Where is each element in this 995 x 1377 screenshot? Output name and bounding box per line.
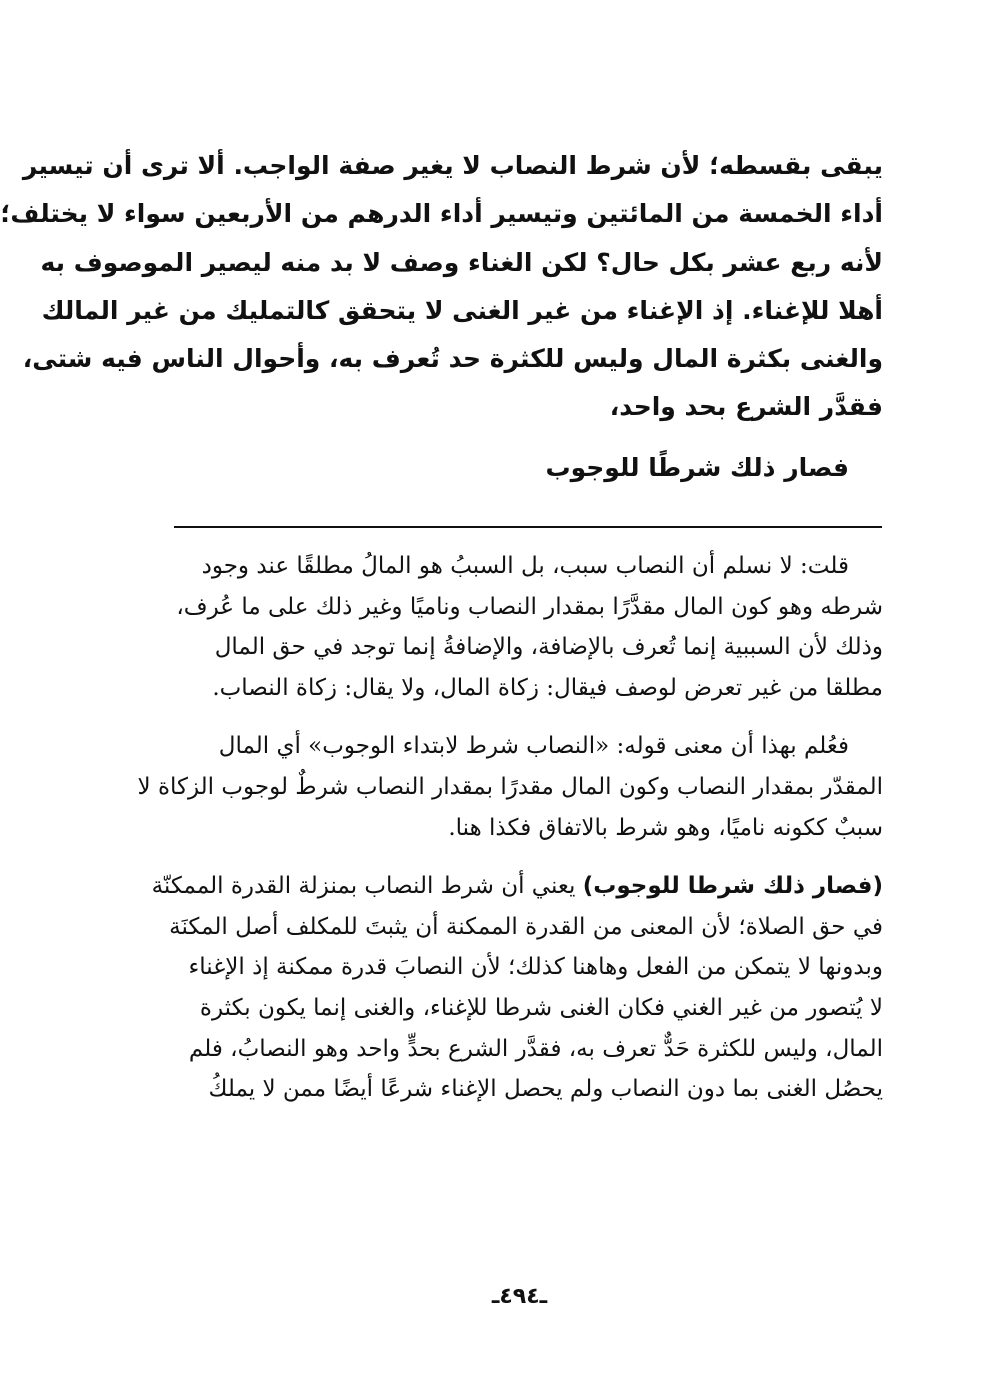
sharh-text <box>137 546 883 1128</box>
page-number: ـ٤٩٤ـ <box>491 1284 548 1309</box>
sharh-paragraph-2 <box>137 726 883 848</box>
matn-line: لأنه ربع عشر بكل حال؟ لكن الغناء وصف لا بد منه ليصير الموصوف به <box>40 247 883 277</box>
sharh-line <box>153 866 883 907</box>
matn-line: أداء الخمسة من المائتين وتيسير أداء الدرهم من الأربعين سواء لا يختلف؛ <box>0 199 883 229</box>
sharh-line: سببٌ ككونه ناميًا، وهو شرط بالاتفاق فكذا هنا. <box>448 814 883 841</box>
sharh-line: لا يُتصور من غير الغني فكان الغنى شرطا للإغناء، والغنى إنما يكون بكثرة <box>199 994 883 1021</box>
matn-text <box>0 142 883 492</box>
sharh-line: قلت: لا نسلم أن النصاب سبب، بل السببُ هو المالُ مطلقًا عند وجود <box>201 553 849 579</box>
matn-line: والغنى بكثرة المال وليس للكثرة حد تُعرف به، وأحوال الناس فيه شتى، <box>22 344 883 374</box>
sharh-line: المال، وليس للكثرة حَدٌّ تعرف به، فقدَّر الشرع بحدٍّ واحد وهو النصابُ، فلم <box>188 1035 883 1062</box>
matn-line: فقدَّر الشرع بحد واحد، <box>609 392 883 422</box>
sharh-paragraph-3 <box>153 866 883 1110</box>
quoted-matn-phrase: (فصار ذلك شرطا للوجوب) <box>582 873 883 900</box>
sharh-paragraph-1 <box>153 546 883 708</box>
matn-line: يبقى بقسطه؛ لأن شرط النصاب لا يغير صفة الواجب. ألا ترى أن تيسير <box>22 151 883 180</box>
sharh-line: شرطه وهو كون المال مقدَّرًا بمقدار النصاب وناميًا وغير ذلك على ما عُرف، <box>176 593 883 620</box>
sharh-line: في حق الصلاة؛ لأن المعنى من القدرة الممكنة أن يثبتَ للمكلف أصل المكنَة <box>169 913 883 940</box>
sharh-line: مطلقا من غير تعرض لوصف فيقال: زكاة المال، ولا يقال: زكاة النصاب. <box>212 674 883 701</box>
matn-closing-line: فصار ذلك شرطًا للوجوب <box>545 452 849 482</box>
sharh-line: فعُلم بهذا أن معنى قوله: «النصاب شرط لابتداء الوجوب» أي المال <box>218 733 849 760</box>
sharh-line: وذلك لأن السببية إنما تُعرف بالإضافة، والإضافةُ إنما توجد في حق المال <box>214 634 883 661</box>
sharh-line: وبدونها لا يتمكن من الفعل وهاهنا كذلك؛ لأن النصابَ قدرة ممكنة إذ الإغناء <box>188 954 883 981</box>
section-divider <box>174 526 882 528</box>
sharh-line: يحصُل الغنى بما دون النصاب ولم يحصل الإغناء شرعًا أيضًا ممن لا يملكُ <box>208 1076 883 1103</box>
sharh-line-rest: يعني أن شرط النصاب بمنزلة القدرة الممكنّة <box>151 873 583 900</box>
sharh-line: المقدّر بمقدار النصاب وكون المال مقدرًا بمقدار النصاب شرطٌ لوجوب الزكاة لا <box>137 773 883 800</box>
matn-line: أهلا للإغناء. إذ الإغناء من غير الغنى لا يتحقق كالتمليك من غير المالك <box>41 295 883 325</box>
